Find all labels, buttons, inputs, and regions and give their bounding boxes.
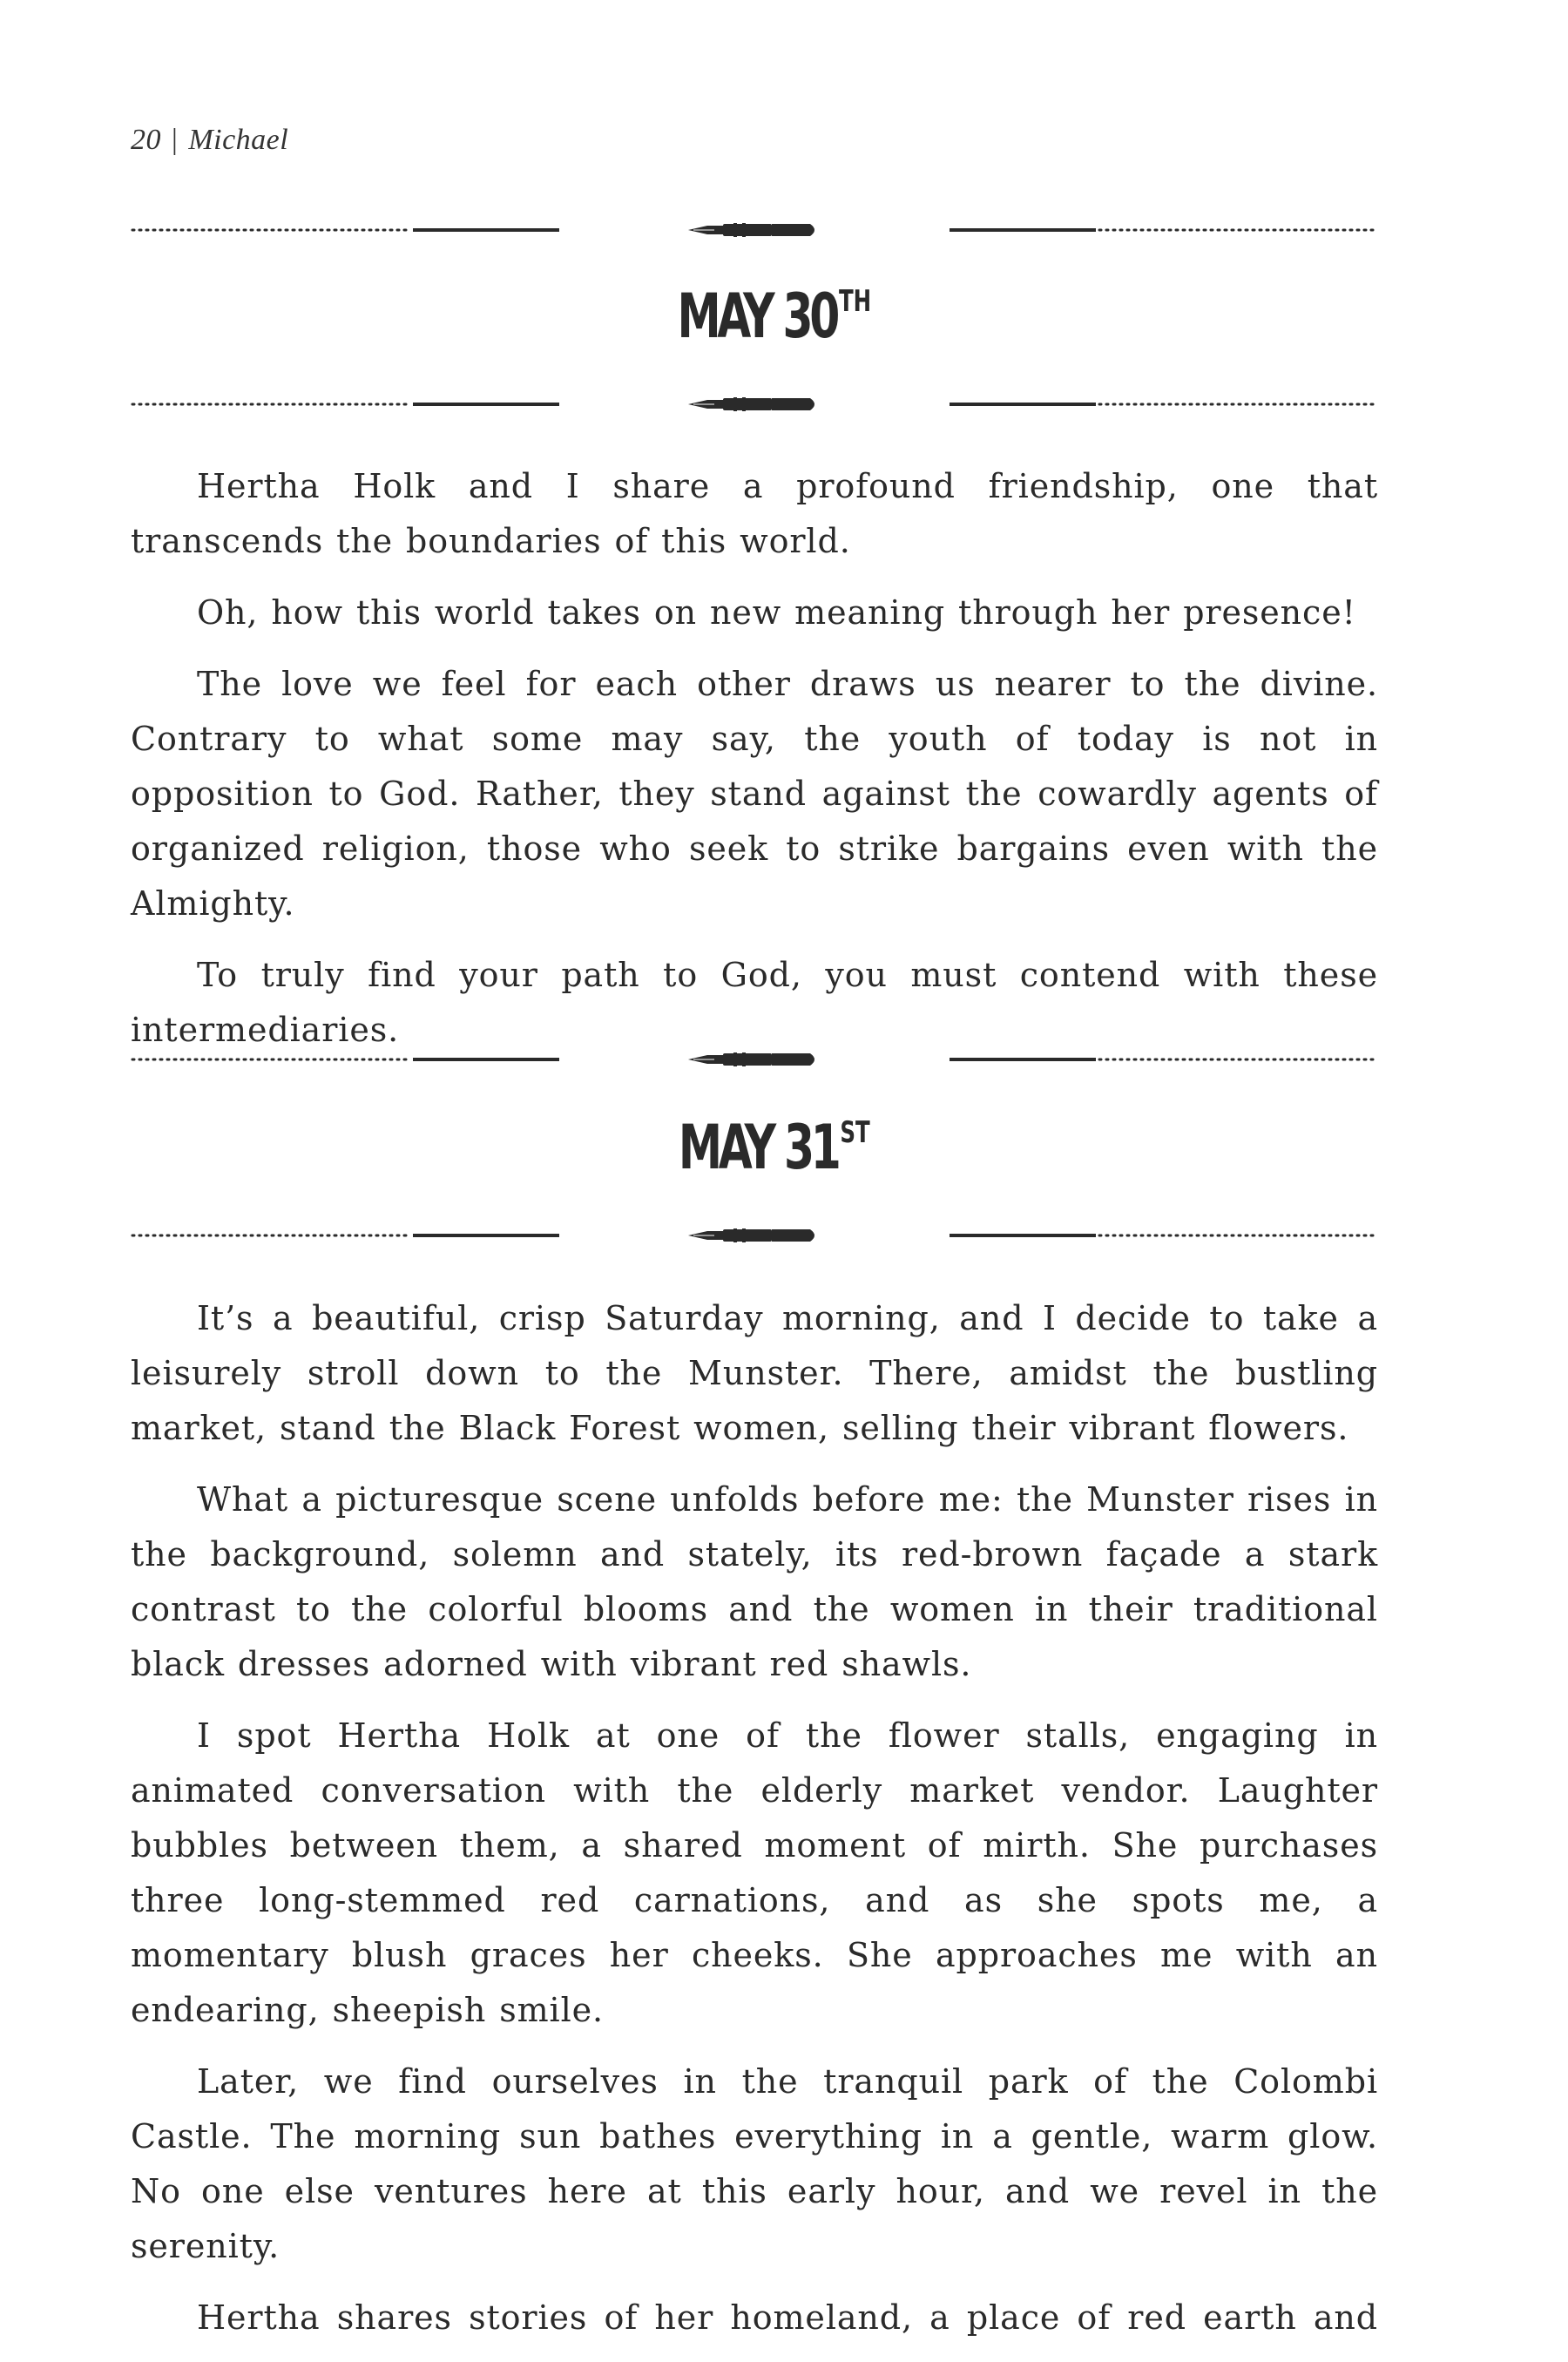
paragraph: The love we feel for each other draws us nearer to the divine. Contrary to what some may say, the youth of today is not in opposition to God. Rather, they stand against the cowardly agents of organized religion, those who seek to strike bargains even with the Almighty. (131, 665, 1378, 923)
entry-body-may-30 (131, 459, 1378, 1074)
fountain-pen-icon (688, 397, 814, 411)
paragraph: Later, we find ourselves in the tranquil park of the Colombi Castle. The morning sun bathes everything in a gentle, warm glow. No one else ventures here at this early hour, and we revel in the serenity. (131, 2062, 1378, 2265)
paragraph: I spot Hertha Holk at one of the flower stalls, engaging in animated conversation with the elderly market vendor. Laughter bubbles between them, a shared moment of mirth. She purchases three long-stemmed red carnations, and as she spots me, a momentary blush graces her cheeks. She approaches me with an endearing, sheepish smile. (131, 1716, 1378, 2029)
entry-date-suffix: TH (838, 284, 872, 319)
entry-body-may-31 (131, 1291, 1378, 2362)
fountain-pen-icon (688, 223, 814, 237)
running-title: Michael (188, 124, 289, 156)
ornament-divider (131, 1046, 1378, 1072)
entry-title-may-30 (210, 281, 1339, 352)
entry-date: MAY 30 (677, 281, 837, 352)
entry-date: MAY 31 (678, 1112, 838, 1183)
ornament-divider (131, 390, 1378, 416)
paragraph: To truly find your path to God, you must contend with these intermediaries. (131, 956, 1378, 1049)
fountain-pen-icon (688, 1228, 814, 1242)
paragraph: Hertha shares stories of her homeland, a place of red earth and (197, 2298, 1378, 2337)
header-separator: | (172, 124, 179, 156)
entry-date-suffix: ST (840, 1115, 870, 1150)
ornament-divider (131, 1222, 1378, 1248)
paragraph: What a picturesque scene unfolds before me: the Munster rises in the background, solemn and stately, its red-brown façade a stark contrast to the colorful blooms and the women in their traditional black dresses adorned with vibrant red shawls. (131, 1480, 1378, 1683)
paragraph: Oh, how this world takes on new meaning through her presence! (197, 593, 1356, 632)
running-header (131, 124, 288, 157)
paragraph: Hertha Holk and I share a profound friendship, one that transcends the boundaries of this world. (131, 467, 1378, 560)
ornament-divider (131, 216, 1378, 242)
page-number: 20 (131, 124, 161, 156)
entry-title-may-31 (210, 1112, 1339, 1183)
fountain-pen-icon (688, 1052, 814, 1066)
paragraph: It’s a beautiful, crisp Saturday morning, and I decide to take a leisurely stroll down to the Munster. There, amidst the bustling market, stand the Black Forest women, selling their vibrant flowers. (131, 1299, 1378, 1447)
